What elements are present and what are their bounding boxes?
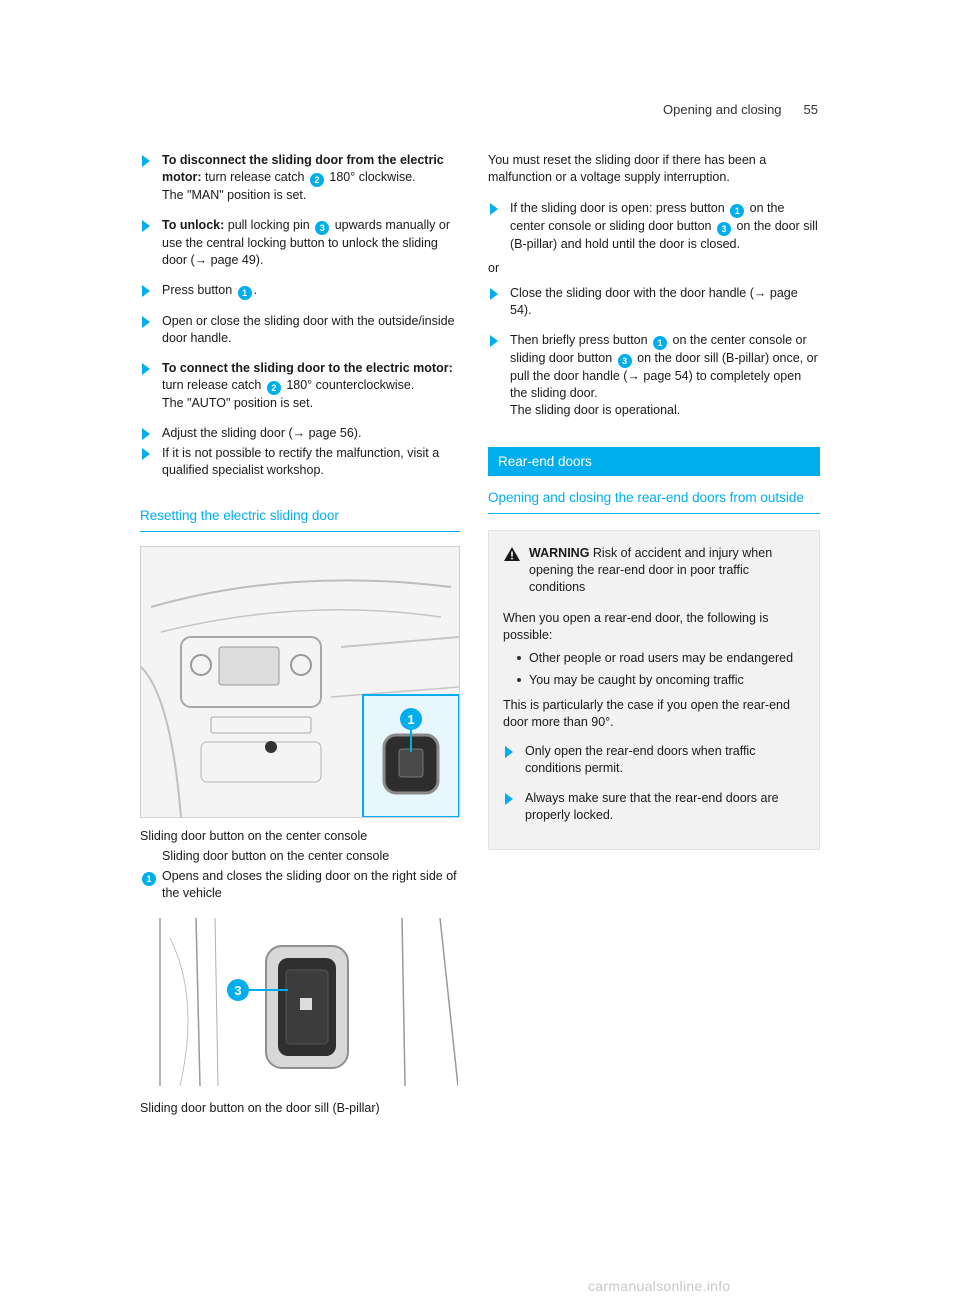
- left-step: [140, 425, 460, 442]
- step3-text-a: Then briefly press button: [510, 333, 652, 347]
- warning-bullet: Other people or road users may be endangered: [515, 650, 807, 667]
- left-step: [140, 217, 460, 269]
- door-sill-illustration: [140, 918, 458, 1086]
- reset-step-3: [488, 332, 820, 419]
- figure2-callout: 3: [234, 983, 242, 998]
- left-step: [140, 445, 460, 479]
- step-text-end: .: [253, 283, 258, 297]
- step-result: The "AUTO" position is set.: [162, 396, 314, 410]
- step2-text: Close the sliding door with the door handle (→ page 54).: [510, 286, 798, 317]
- button-1-badge: 1: [730, 204, 744, 218]
- legend-text: Sliding door button on the center console: [162, 849, 390, 863]
- step-arrow-icon: [142, 316, 150, 328]
- step-text: Adjust the sliding door (→ page 56).: [162, 426, 362, 440]
- step1-text-a: If the sliding door is open: press button: [510, 201, 729, 215]
- figure-center-console: [140, 546, 460, 818]
- warning-body: When you open a rear-end door, the following is possible:: [503, 611, 769, 642]
- callout-badge: 2: [267, 381, 281, 395]
- page-number: 55: [803, 102, 818, 117]
- warning-steps: [503, 743, 807, 824]
- button-1-badge: 1: [653, 336, 667, 350]
- right-column: [488, 152, 820, 850]
- callout-badge: 1: [142, 872, 156, 886]
- warning-step-text: Always make sure that the rear-end doors are properly locked.: [525, 791, 779, 822]
- step-bold: To connect the sliding door to the electric motor:: [162, 361, 453, 375]
- step-text-end: 180° clockwise.: [325, 170, 416, 184]
- step-text: turn release catch: [201, 170, 308, 184]
- dashboard-illustration: [141, 547, 459, 817]
- left-step: [140, 282, 460, 300]
- warning-heading: [529, 545, 807, 596]
- legend-key: [140, 848, 162, 865]
- or-label: or: [488, 261, 500, 275]
- warning-step-text: Only open the rear-end doors when traffic conditions permit.: [525, 744, 756, 775]
- section-title: Resetting the electric sliding door: [140, 507, 460, 532]
- step-arrow-icon: [505, 793, 513, 805]
- step-text: pull locking pin: [224, 218, 314, 232]
- legend-row: [140, 868, 460, 902]
- step3-text-b: on the center console or sliding door button: [510, 333, 807, 365]
- button-3-badge: 3: [717, 222, 731, 236]
- rear-doors-subhead: Opening and closing the rear-end doors from outside: [488, 488, 820, 514]
- step-arrow-icon: [142, 363, 150, 375]
- figure2-caption: Sliding door button on the door sill (B-pillar): [140, 1101, 380, 1115]
- left-step: [140, 152, 460, 204]
- reset-step-2: [488, 285, 820, 319]
- legend-text: Opens and closes the sliding door on the right side of the vehicle: [162, 869, 457, 900]
- callout-badge: 1: [238, 286, 252, 300]
- warning-after: This is particularly the case if you open the rear-end door more than 90°.: [503, 698, 790, 729]
- left-steps: [140, 152, 460, 479]
- step-bold: To unlock:: [162, 218, 225, 232]
- step-result: The "MAN" position is set.: [162, 188, 307, 202]
- step3-result: The sliding door is operational.: [510, 403, 681, 417]
- step-text-end: upwards manually or use the central locking button to unlock the sliding door (→ page 49).: [162, 218, 451, 267]
- step-arrow-icon: [490, 203, 498, 215]
- page-header: [663, 101, 818, 118]
- legend-key: [140, 868, 162, 902]
- legend-row: [140, 848, 460, 865]
- figure-door-sill: [140, 918, 458, 1086]
- reset-step-1: [488, 200, 820, 253]
- step-text: Press button: [162, 283, 236, 297]
- step-bold: To disconnect the sliding door from the electric motor:: [162, 153, 444, 184]
- warning-label: WARNING: [529, 546, 590, 560]
- left-step: [140, 360, 460, 412]
- step-arrow-icon: [142, 428, 150, 440]
- step-arrow-icon: [505, 746, 513, 758]
- warning-bullets: [515, 650, 807, 689]
- callout-badge: 2: [310, 173, 324, 187]
- rear-end-doors-bar: Rear-end doors: [488, 447, 820, 476]
- step1-text-b: on the center console or sliding door button: [510, 201, 785, 233]
- warning-triangle-icon: [503, 545, 529, 596]
- step-arrow-icon: [490, 335, 498, 347]
- step-text: Open or close the sliding door with the outside/inside door handle.: [162, 314, 455, 345]
- figure1-legend: [140, 848, 460, 902]
- step-arrow-icon: [142, 448, 150, 460]
- step-arrow-icon: [142, 155, 150, 167]
- step-text: If it is not possible to rectify the malfunction, visit a qualified specialist workshop.: [162, 446, 440, 477]
- step-arrow-icon: [142, 285, 150, 297]
- left-column: [140, 152, 460, 1117]
- figure1-caption: Sliding door button on the center console: [140, 829, 368, 843]
- step-arrow-icon: [142, 220, 150, 232]
- step-text: turn release catch: [162, 378, 265, 392]
- reset-intro: You must reset the sliding door if there has been a malfunction or a voltage supply interruption.: [488, 153, 767, 184]
- warning-step: [503, 790, 807, 824]
- figure1-callout: 1: [407, 712, 415, 727]
- left-step: [140, 313, 460, 347]
- warning-bullet: You may be caught by oncoming traffic: [515, 672, 807, 689]
- button-3-badge: 3: [618, 354, 632, 368]
- callout-badge: 3: [315, 221, 329, 235]
- watermark: carmanualsonline.info: [588, 1278, 731, 1294]
- warning-step: [503, 743, 807, 777]
- step3-text-c: on the door sill (B-pillar) once, or pull the door handle (→ page 54) to completely open the sliding door.: [510, 351, 818, 400]
- warning-box: [488, 530, 820, 850]
- header-title: Opening and closing: [663, 102, 782, 117]
- step1-text-c: on the door sill (B-pillar) and hold until the door is closed.: [510, 219, 818, 251]
- step-text-end: 180° counterclockwise.: [282, 378, 415, 392]
- step-arrow-icon: [490, 288, 498, 300]
- warning-text: Risk of accident and injury when opening the rear-end door in poor traffic conditions: [529, 546, 773, 594]
